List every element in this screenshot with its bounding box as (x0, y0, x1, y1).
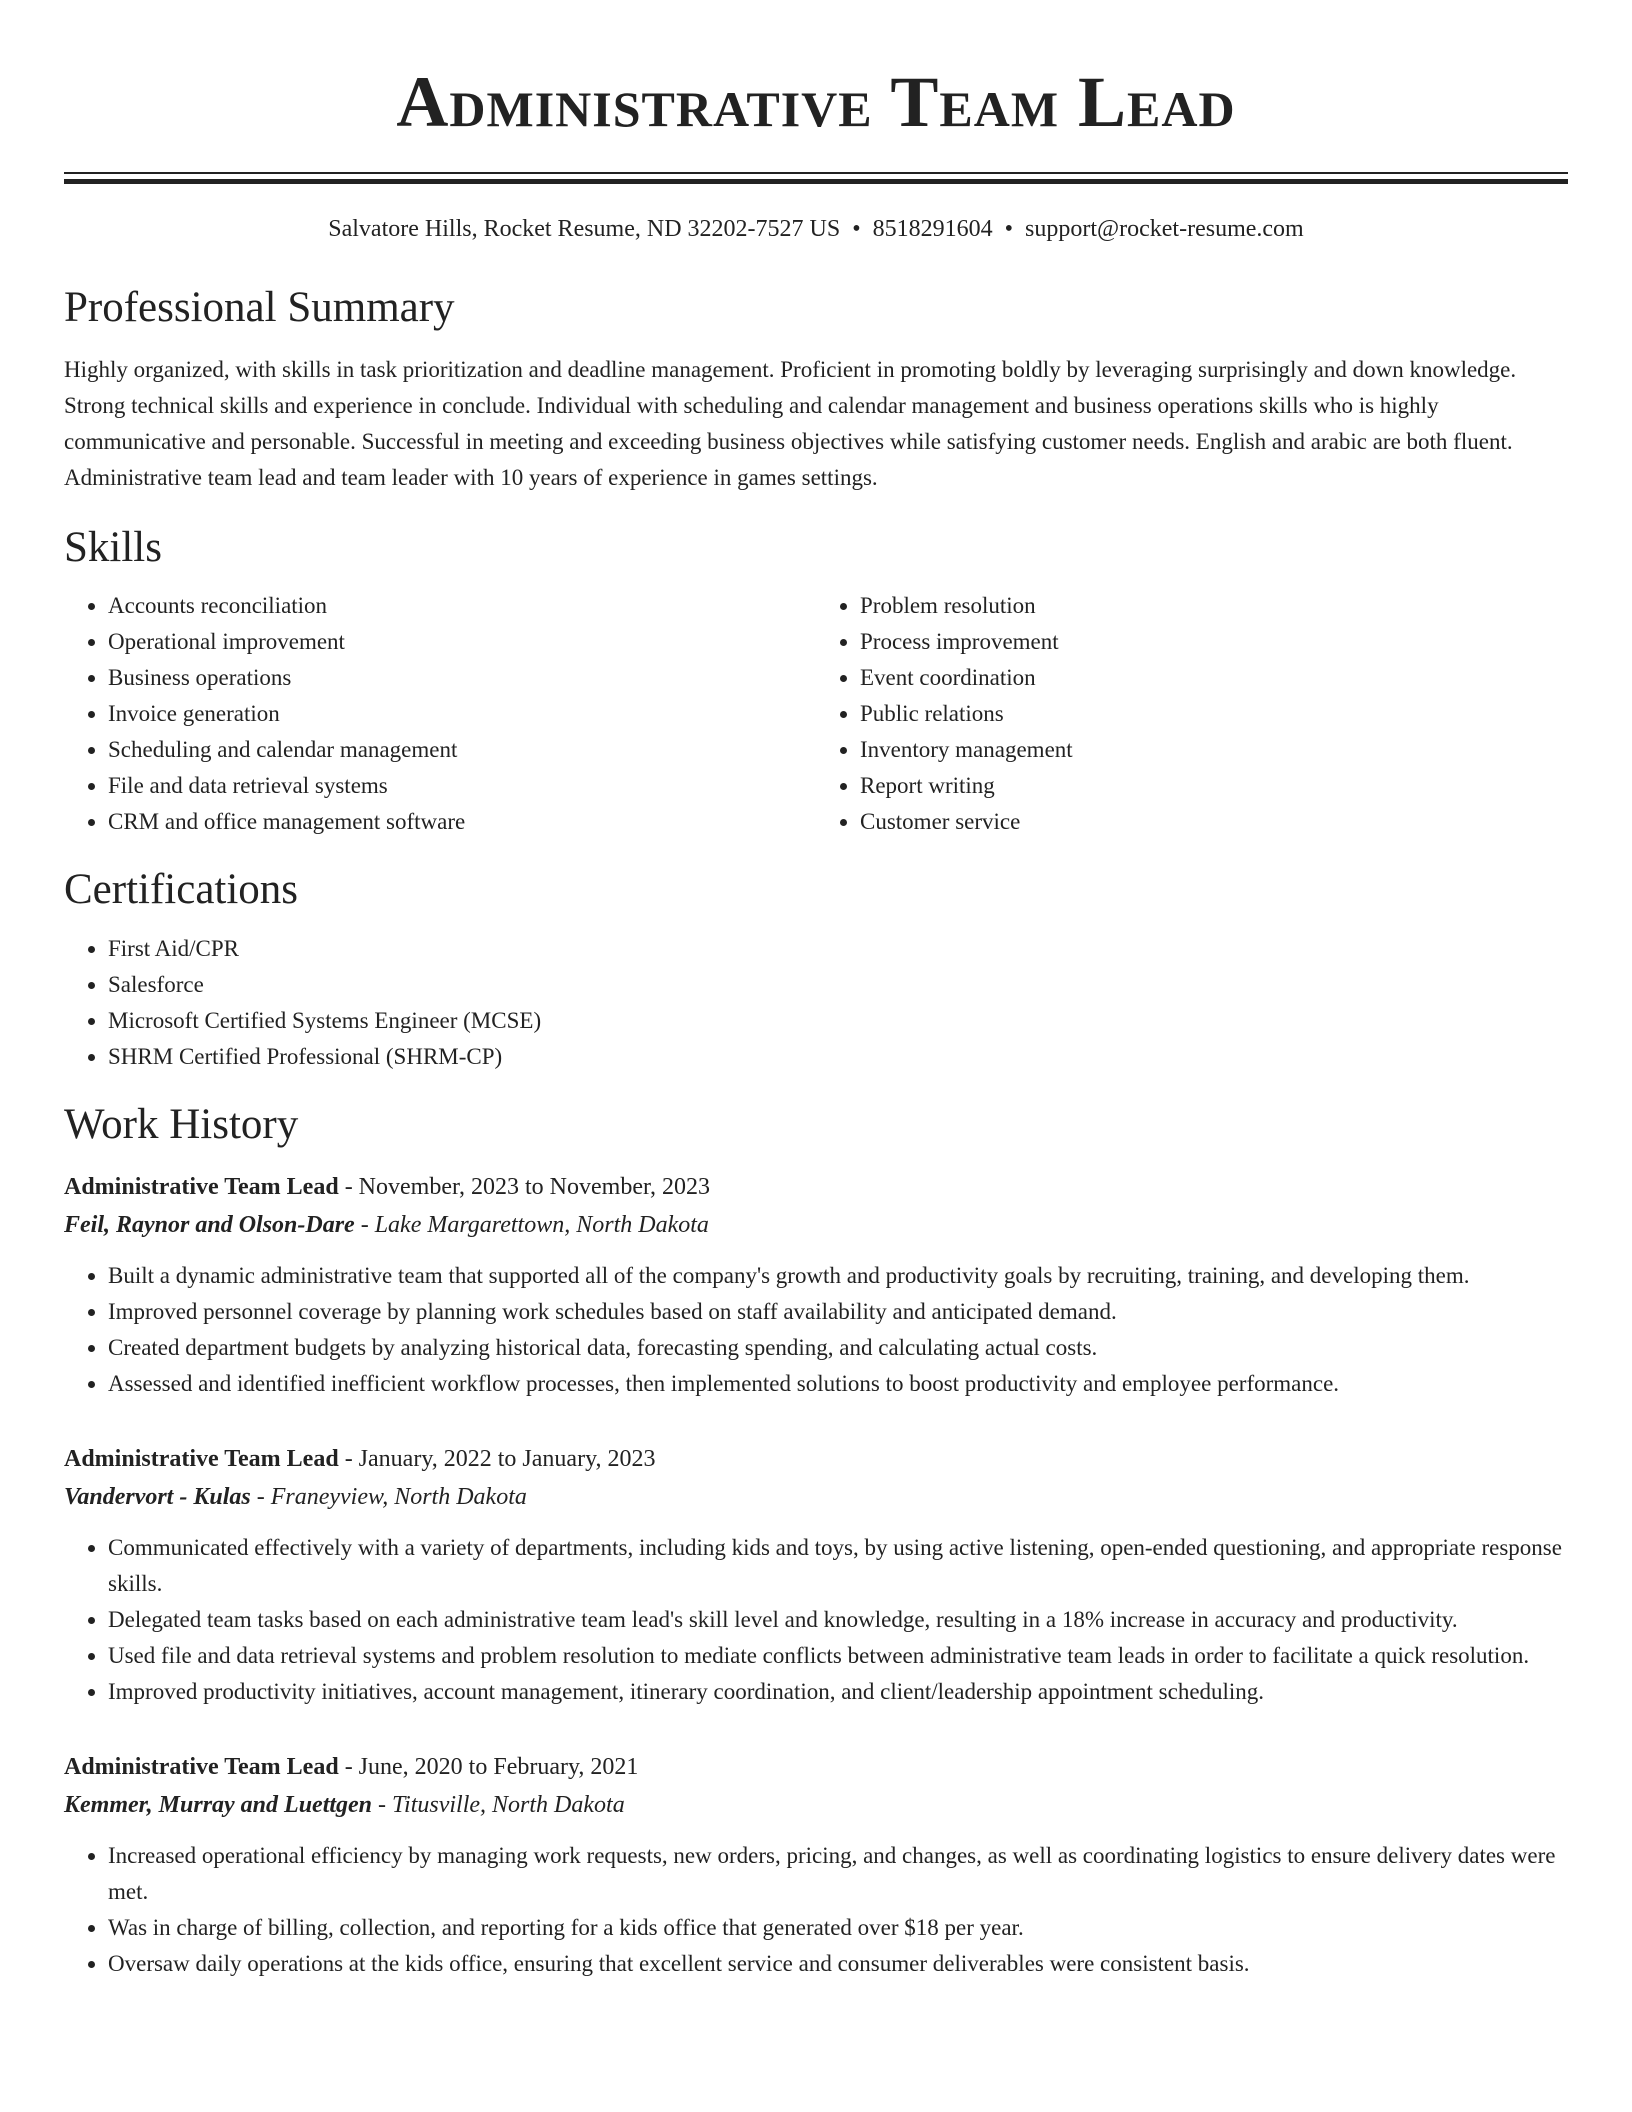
job-dates: - June, 2020 to February, 2021 (338, 1754, 639, 1780)
summary-section (64, 282, 1568, 496)
skill-item: • Scheduling and calendar management (108, 732, 816, 768)
skills-section (64, 522, 1568, 840)
summary-text: Highly organized, with skills in task prioritization and deadline management. Proficient in promoting boldly by leveraging surprisingly and down knowledge. Strong technical skills and experience in conclude. Individual with scheduling and calendar management and business operations skills who is highly communicative and personable. Successful in meeting and exceeding business objectives while satisfying customer needs. English and arabic are both fluent. Administrative team lead and team leader with 10 years of experience in games settings. (64, 357, 1517, 490)
skill-item: • Process improvement (860, 624, 1568, 660)
skill-item: • File and data retrieval systems (108, 768, 816, 804)
job-dates: - November, 2023 to November, 2023 (338, 1174, 711, 1200)
job-bullet: • Communicated effectively with a variety of departments, including kids and toys, by using active listening, open-ended questioning, and appropriate response skills. (108, 1530, 1568, 1602)
certification-item: • Microsoft Certified Systems Engineer (MCSE) (108, 1003, 1568, 1039)
job-bullets (64, 1530, 1568, 1710)
skill-item: • Operational improvement (108, 624, 816, 660)
certifications-list (64, 931, 1568, 1075)
skills-left-column (64, 588, 816, 840)
job-bullets (64, 1258, 1568, 1402)
resume-title: Administrative Team Lead (396, 62, 1236, 142)
contact-email: support@rocket-resume.com (1025, 216, 1304, 242)
certifications-heading: Certifications (64, 866, 299, 913)
job-company-line (64, 1786, 1568, 1824)
contact-line (64, 214, 1568, 244)
job-entry (64, 1440, 1568, 1710)
job-location: - Lake Margarettown, North Dakota (354, 1212, 709, 1238)
skill-item: • Inventory management (860, 732, 1568, 768)
skill-item: • Accounts reconciliation (108, 588, 816, 624)
job-company: Feil, Raynor and Olson-Dare (64, 1212, 355, 1238)
certification-item: • Salesforce (108, 967, 1568, 1003)
skill-item: • Business operations (108, 660, 816, 696)
job-role: Administrative Team Lead (64, 1754, 339, 1780)
job-location: - Franeyview, North Dakota (250, 1484, 527, 1510)
skill-item: • Public relations (860, 696, 1568, 732)
summary-heading: Professional Summary (64, 284, 455, 331)
job-entry (64, 1748, 1568, 1982)
contact-separator: • (1004, 216, 1014, 242)
skill-item: • CRM and office management software (108, 804, 816, 840)
job-company: Kemmer, Murray and Luettgen (64, 1792, 373, 1818)
job-bullet: • Built a dynamic administrative team that supported all of the company's growth and productivity goals by recruiting, training, and developing them. (108, 1258, 1568, 1294)
job-bullet: • Created department budgets by analyzing historical data, forecasting spending, and calculating actual costs. (108, 1330, 1568, 1366)
work-history-heading: Work History (64, 1101, 299, 1148)
job-title-line (64, 1168, 1568, 1206)
contact-phone: 8518291604 (872, 216, 993, 242)
job-company-line (64, 1206, 1568, 1244)
job-title-line (64, 1440, 1568, 1478)
skills-heading: Skills (64, 524, 162, 571)
skills-right-column (816, 588, 1568, 840)
job-bullet: • Used file and data retrieval systems and problem resolution to mediate conflicts between administrative team leads in order to facilitate a quick resolution. (108, 1638, 1568, 1674)
skill-item: • Invoice generation (108, 696, 816, 732)
certification-item: • SHRM Certified Professional (SHRM-CP) (108, 1039, 1568, 1075)
job-dates: - January, 2022 to January, 2023 (338, 1446, 656, 1472)
skill-item: • Event coordination (860, 660, 1568, 696)
job-title-line (64, 1748, 1568, 1786)
job-bullet: • Delegated team tasks based on each administrative team lead's skill level and knowledge, resulting in a 18% increase in accuracy and productivity. (108, 1602, 1568, 1638)
job-bullet: • Assessed and identified inefficient workflow processes, then implemented solutions to boost productivity and employee performance. (108, 1366, 1568, 1402)
skill-item: • Report writing (860, 768, 1568, 804)
job-bullet: • Improved productivity initiatives, account management, itinerary coordination, and client/leadership appointment scheduling. (108, 1674, 1568, 1710)
certification-item: • First Aid/CPR (108, 931, 1568, 967)
job-role: Administrative Team Lead (64, 1446, 339, 1472)
contact-separator: • (852, 216, 861, 242)
certifications-section (64, 864, 1568, 1075)
title-divider (64, 172, 1568, 184)
job-entry (64, 1168, 1568, 1402)
job-bullet: • Improved personnel coverage by planning work schedules based on staff availability and anticipated demand. (108, 1294, 1568, 1330)
skill-item: • Customer service (860, 804, 1568, 840)
job-role: Administrative Team Lead (64, 1174, 339, 1200)
skill-item: • Problem resolution (860, 588, 1568, 624)
work-history-section (64, 1099, 1568, 1982)
job-bullet: • Oversaw daily operations at the kids office, ensuring that excellent service and consumer deliverables were consistent basis. (108, 1946, 1568, 1982)
skills-grid (64, 588, 1568, 840)
contact-address: Salvatore Hills, Rocket Resume, ND 32202-7527 US (328, 216, 841, 242)
job-location: - Titusville, North Dakota (372, 1792, 625, 1818)
job-bullet: • Was in charge of billing, collection, and reporting for a kids office that generated over $18 per year. (108, 1910, 1568, 1946)
job-bullet: • Increased operational efficiency by managing work requests, new orders, pricing, and changes, as well as coordinating logistics to ensure delivery dates were met. (108, 1838, 1568, 1910)
job-company: Vandervort - Kulas (64, 1484, 251, 1510)
job-company-line (64, 1478, 1568, 1516)
job-bullets (64, 1838, 1568, 1982)
